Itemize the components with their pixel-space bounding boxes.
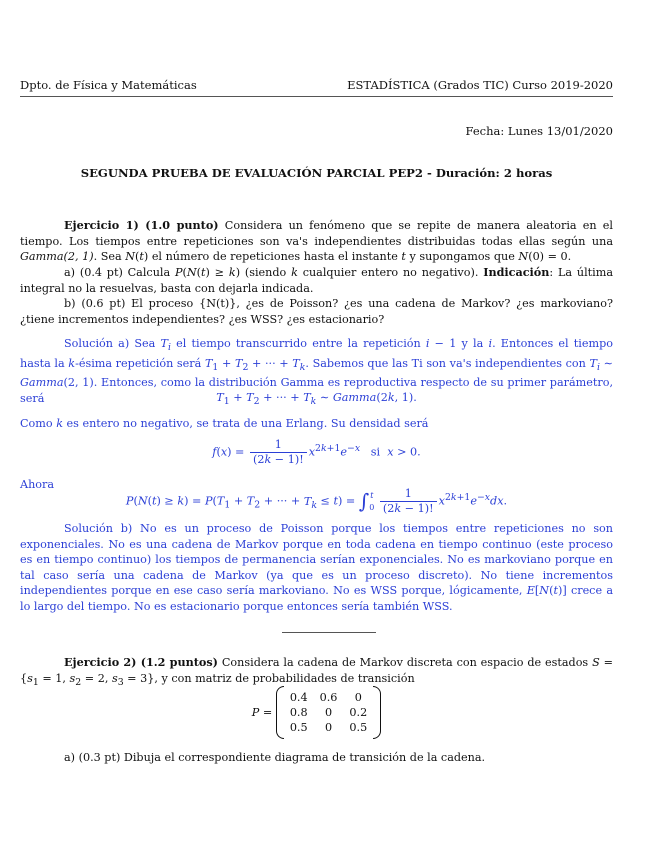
exercise-1-part-a: a) (0.4 pt) Calcula P(N(t) ≥ k) (siendo k cualquier entero no negativo). Indicación: La última integral no la resuelvas, basta con dejarla indicada.	[20, 265, 614, 295]
exercise-1-part-b: b) (0.6 pt) El proceso {N(t)}, ¿es de Poisson? ¿es una cadena de Markov? ¿es markoviano? ¿tiene incrementos independientes? ¿es WSS? ¿es estacionario?	[20, 297, 613, 326]
exercise-1-heading: Ejercicio 1) (1.0 punto)	[64, 218, 219, 232]
solution-ahora: Ahora	[20, 478, 55, 491]
header-left: Dpto. de Física y Matemáticas	[20, 78, 197, 92]
solution-1a-text: Solución a) Sea $T_i$ el tiempo transcurrido entre la repetición i − 1 y la i. Entonces el tiempo hasta la k-ésima repetición será $T_1 + T_2$ + ··· + $T_k$. Sabemos que las Ti son va's independientes con $T_i$ ∼ Gamma(2, 1). Entonces, como la distribución Gamma es reproductiva respecto de su primer parámetro, será	[20, 337, 613, 405]
exam-date: Fecha: Lunes 13/01/2020	[465, 124, 613, 138]
equation-probability: $P(N(t) \ge k) = P(T_1 + T_2$ + ··· + $T_k \le t) = \int t$ 0 $\frac{1}{(2k - 1)!}$ $x^{2k+1}e^{-x}dx$.	[125, 487, 508, 515]
exam-title: SEGUNDA PRUEBA DE EVALUACIÓN PARCIAL PEP2 - Duración: 2 horas	[80, 166, 553, 180]
header-rule	[20, 96, 613, 97]
equation-sum-gamma: $T_1 + T_2$ + ··· + $T_k$ ∼ Gamma(2k, 1).	[216, 391, 417, 408]
exercise-1-statement: Ejercicio 1) (1.0 punto) Considera un fenómeno que se repite de manera aleatoria en el tiempo. Los tiempos entre repeticiones son va's independientes distribuidas todas ellas según una Gamma(2, 1). Sea N(t) el número de repeticiones hasta el instante t y supongamos que N(0) = 0.	[20, 218, 613, 263]
solution-erlang-text: Como k es entero no negativo, se trata de una Erlang. Su densidad será	[20, 417, 429, 430]
exercise-2-heading: Ejercicio 2) (1.2 puntos)	[64, 655, 218, 669]
exercise-2-statement: Ejercicio 2) (1.2 puntos) Considera la cadena de Markov discreta con espacio de estados $S = \{s_1 = 1$, $s_2 = 2$, $s_3 = 3$}, y con matriz de probabilidades de transición	[20, 655, 613, 688]
solution-1b-text: Solución b) No es un proceso de Poisson porque los tiempos entre repeticiones no son exponenciales. No es una cadena de Markov porque en toda cadena en tiempo continuo (este proceso es en tiempo continuo) los tiempos de permanencia serían exponenciales. No es markoviano porque en tal caso sería una cadena de Markov (ya que es un proceso discreto). No tiene incrementos independientes porque en ese caso sería markoviano. No es WSS porque, lógicamente, E[N(t)] crece a lo largo del tiempo. No es estacionario porque entonces sería también WSS.	[20, 522, 613, 613]
matrix-brackets: 0.4 0.6 0 0.8 0 0.2 0.5 0 0.5	[276, 690, 381, 735]
equation-density: f(x) = $\frac{1}{(2k - 1)!}$ $x^{2k+1}e^{-x}$ si x > 0.	[212, 438, 421, 466]
exercise-2-part-a: a) (0.3 pt) Dibuja el correspondiente diagrama de transición de la cadena.	[64, 751, 486, 764]
section-separator	[282, 632, 376, 633]
transition-matrix: P = 0.4 0.6 0 0.8 0 0.2 0.5 0 0.5	[20, 690, 613, 735]
header-right: ESTADÍSTICA (Grados TIC) Curso 2019-2020	[347, 78, 613, 92]
